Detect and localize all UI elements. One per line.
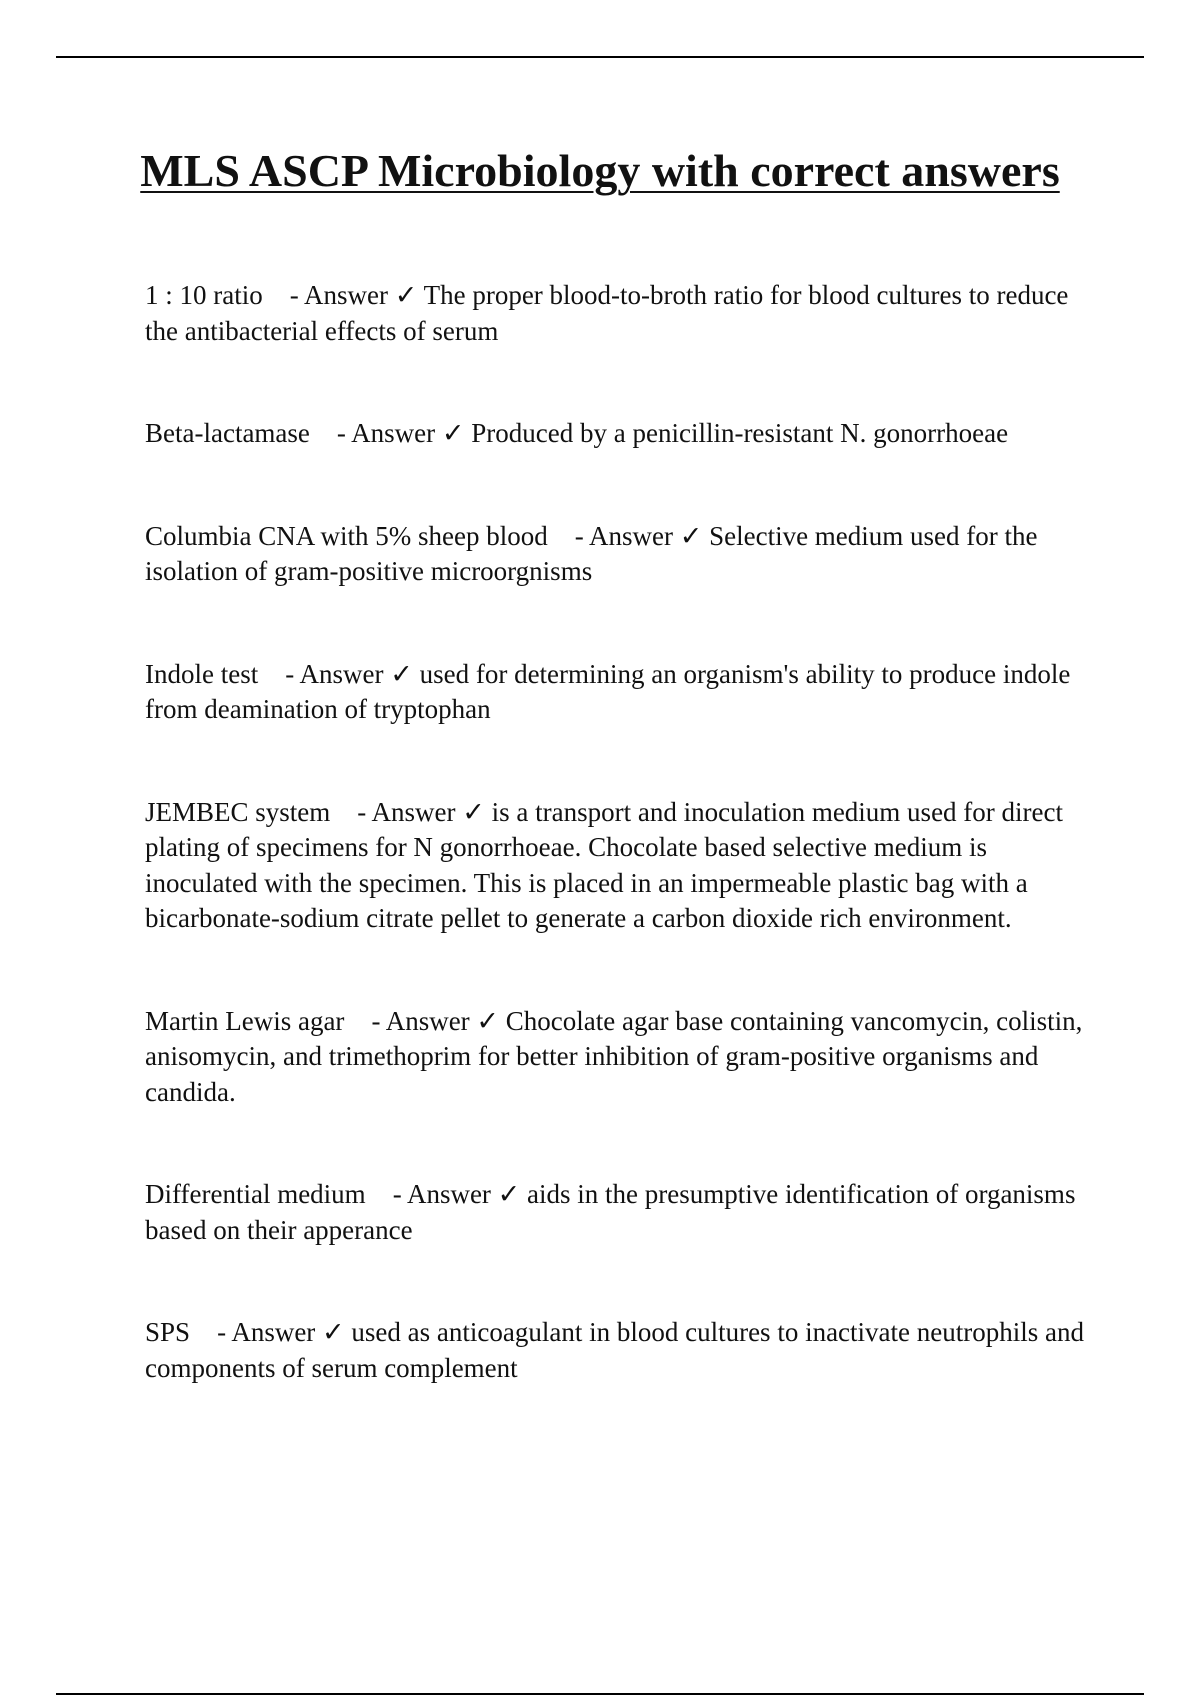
entry-answer: Chocolate agar base containing vancomycin, colistin, anisomycin, and trimethoprim for better inhibition of gram-positive organisms and candida. bbox=[145, 1005, 1083, 1107]
check-mark-icon: ✓ bbox=[441, 418, 465, 448]
answer-prefix: - Answer bbox=[392, 1179, 491, 1209]
qa-entry bbox=[145, 519, 1085, 590]
check-mark-icon: ✓ bbox=[497, 1179, 521, 1209]
qa-entry bbox=[145, 278, 1085, 349]
top-rule bbox=[56, 56, 1144, 58]
entry-answer: Produced by a penicillin-resistant N. gonorrhoeae bbox=[471, 418, 1009, 448]
check-mark-icon: ✓ bbox=[679, 520, 703, 551]
qa-entry bbox=[145, 795, 1085, 937]
answer-prefix: - Answer bbox=[357, 796, 456, 827]
entry-term: Martin Lewis agar bbox=[145, 1005, 345, 1036]
check-mark-icon: ✓ bbox=[462, 796, 485, 827]
bottom-rule bbox=[56, 1693, 1144, 1695]
answer-prefix: - Answer bbox=[285, 658, 384, 689]
check-mark-icon: ✓ bbox=[476, 1005, 500, 1036]
entry-answer: used as anticoagulant in blood cultures to inactivate neutrophils and components of serum complement bbox=[145, 1317, 1084, 1383]
answer-prefix: - Answer bbox=[217, 1317, 316, 1347]
entry-term: JEMBEC system bbox=[145, 796, 331, 827]
entry-term: Indole test bbox=[145, 658, 259, 689]
check-mark-icon: ✓ bbox=[390, 658, 413, 689]
entry-answer: aids in the presumptive identification of organisms based on their apperance bbox=[145, 1179, 1076, 1245]
qa-entry bbox=[145, 1315, 1085, 1386]
qa-entry bbox=[145, 1004, 1085, 1111]
entry-term: Columbia CNA with 5% sheep blood bbox=[145, 520, 548, 551]
qa-entry bbox=[145, 1177, 1085, 1248]
entry-term: SPS bbox=[145, 1317, 191, 1347]
entry-answer: The proper blood-to-broth ratio for blood cultures to reduce the antibacterial effects of serum bbox=[145, 280, 1069, 346]
entry-answer: Selective medium used for the isolation of gram-positive microorgnisms bbox=[145, 520, 1038, 586]
qa-entry bbox=[145, 657, 1085, 728]
entry-answer: used for determining an organism's ability to produce indole from deamination of tryptophan bbox=[145, 658, 1071, 724]
answer-prefix: - Answer bbox=[336, 418, 436, 448]
entry-term: Differential medium bbox=[145, 1179, 366, 1209]
page-title: MLS ASCP Microbiology with correct answers bbox=[140, 145, 1060, 196]
entry-answer: is a transport and inoculation medium used for direct plating of specimens for N gonorrhoeae. Chocolate based selective medium is inoculated with the specimen. This is placed in an impermeable plastic bag with a bicarbonate-sodium citrate pellet to generate a carbon dioxide rich environment. bbox=[145, 796, 1063, 933]
answer-prefix: - Answer bbox=[574, 520, 673, 551]
qa-entry bbox=[145, 416, 1085, 452]
answer-prefix: - Answer bbox=[289, 280, 388, 310]
check-mark-icon: ✓ bbox=[394, 280, 418, 310]
qa-list bbox=[145, 278, 1085, 1453]
entry-term: Beta-lactamase bbox=[145, 418, 310, 448]
entry-term: 1 : 10 ratio bbox=[145, 280, 263, 310]
check-mark-icon: ✓ bbox=[322, 1317, 345, 1347]
answer-prefix: - Answer bbox=[371, 1005, 470, 1036]
